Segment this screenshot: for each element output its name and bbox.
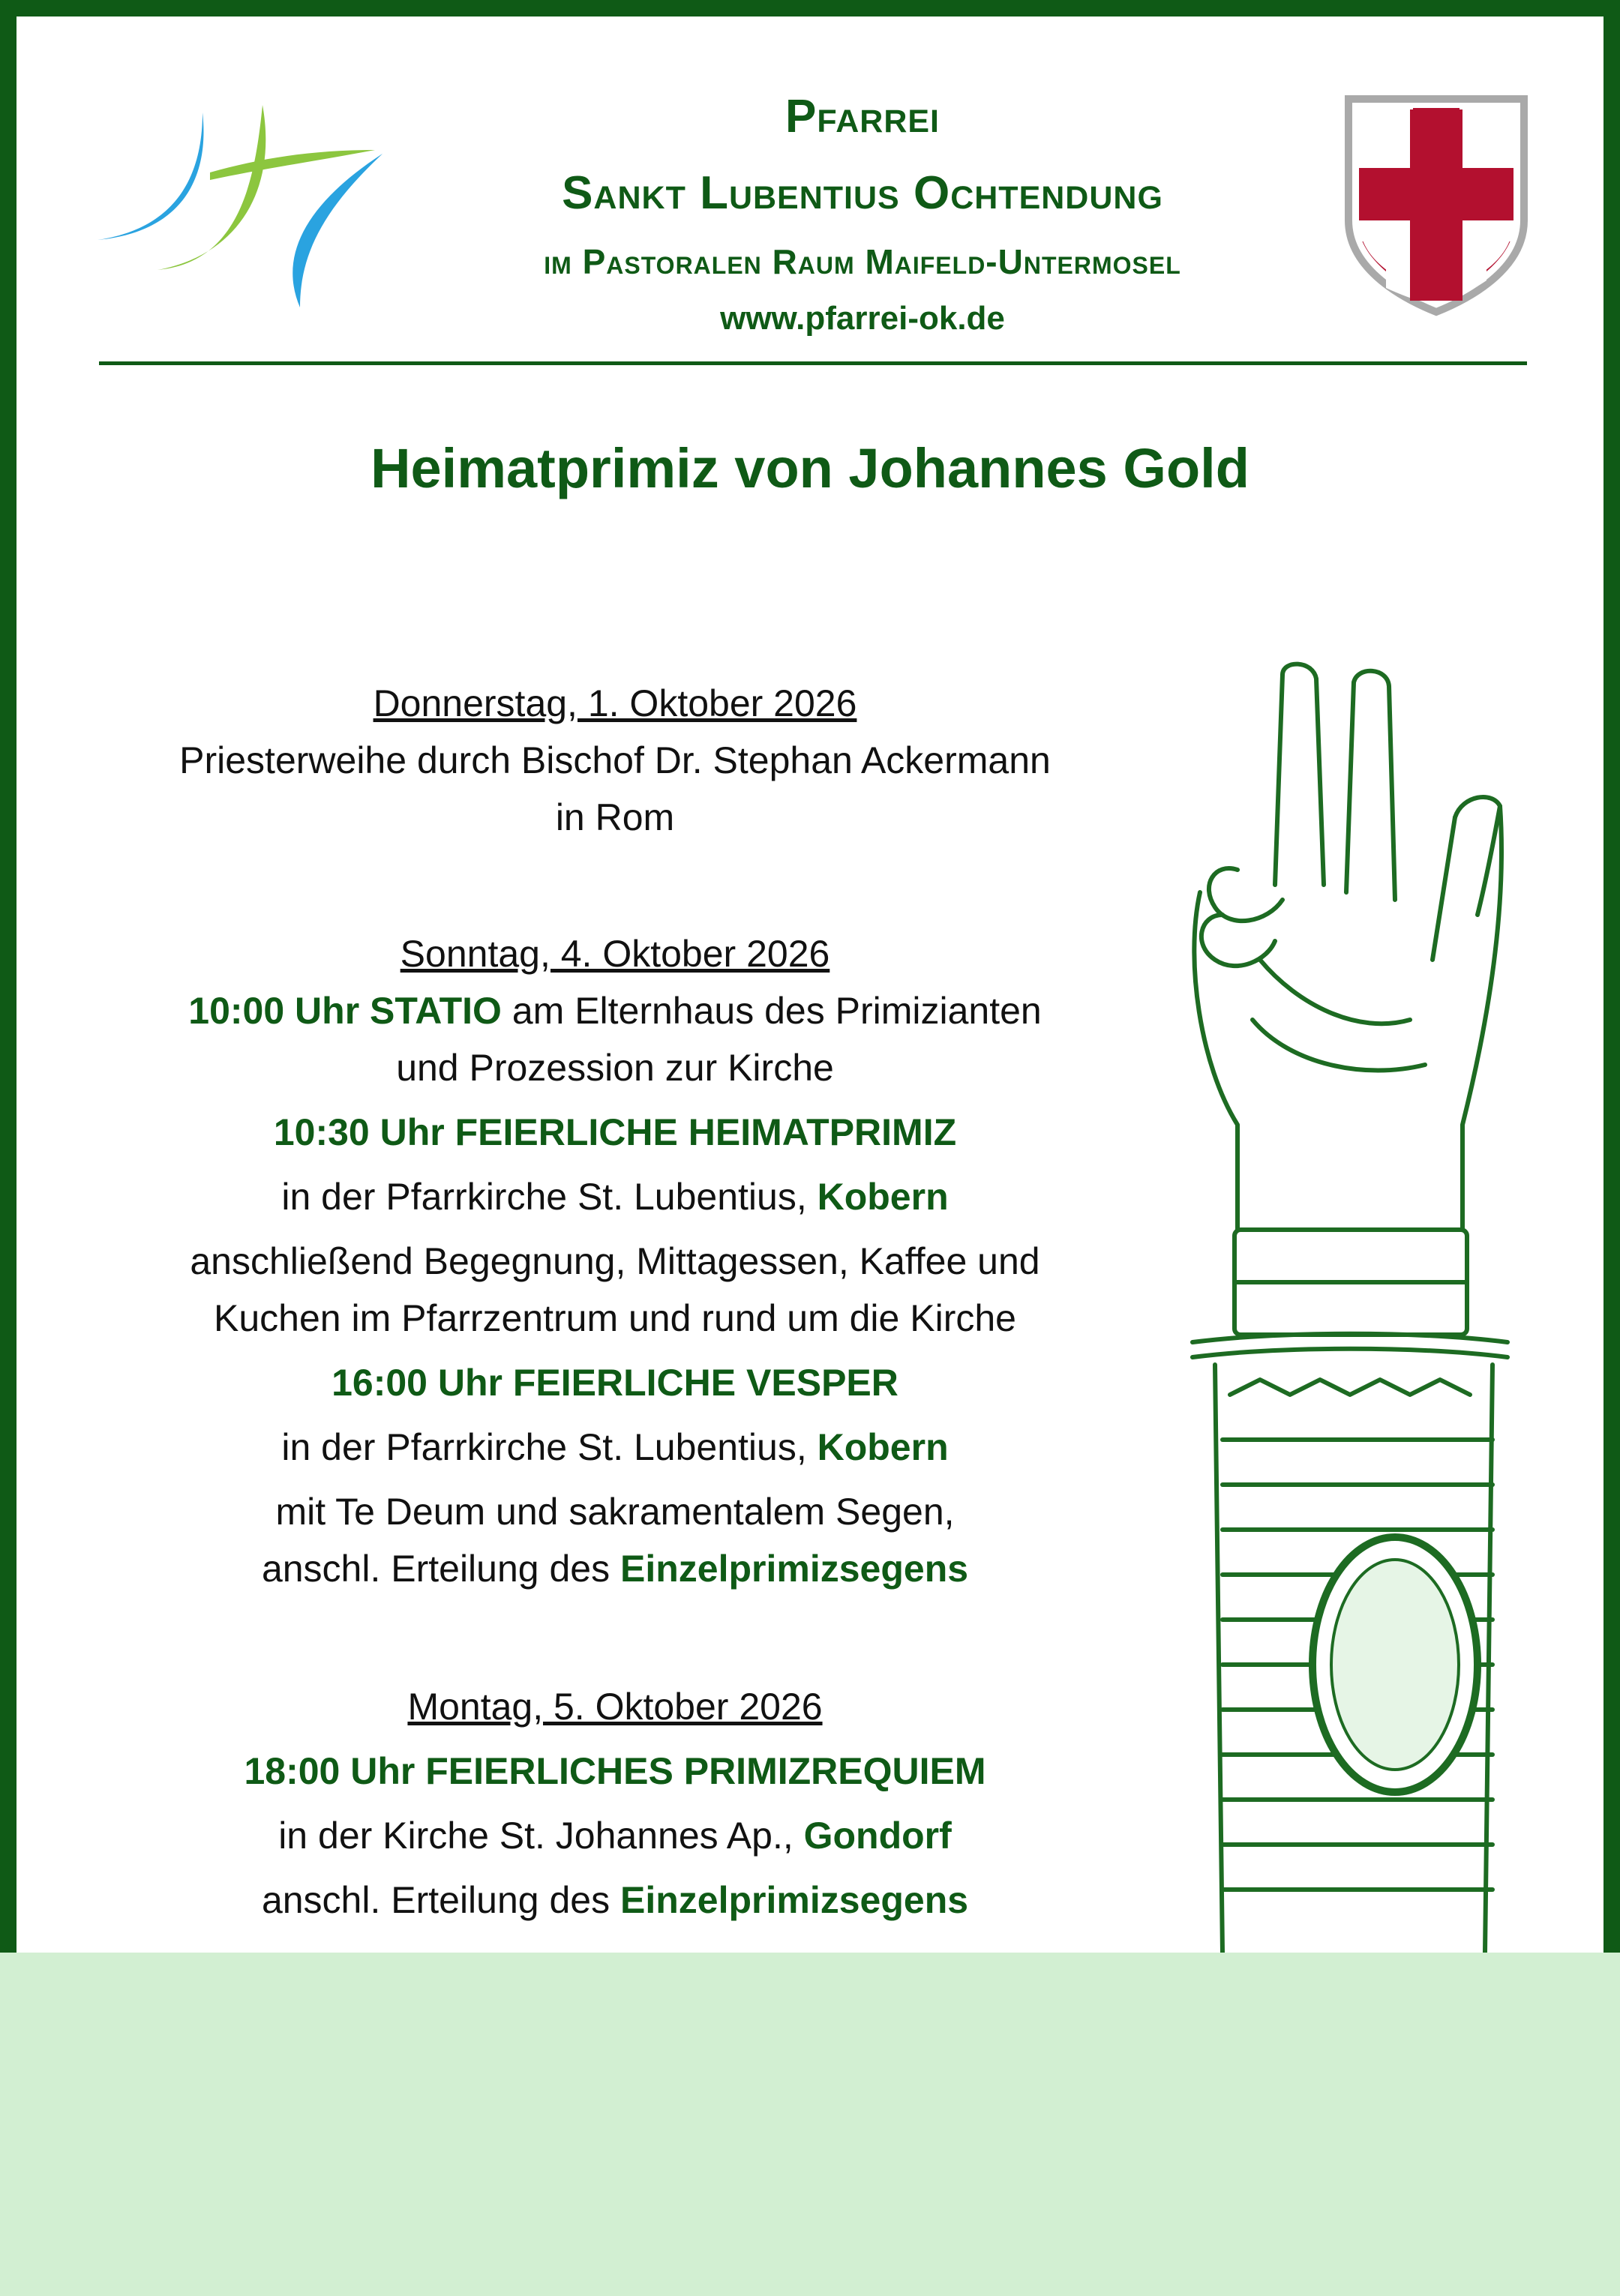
event-thursday xyxy=(90,675,1140,846)
church2-place: Kobern xyxy=(817,1426,949,1468)
requiem-line: 18:00 Uhr FEIERLICHES PRIMIZREQUIEM xyxy=(244,1750,986,1792)
tedeum-line: mit Te Deum und sakramentalem Segen, xyxy=(275,1491,955,1533)
coat-of-arms-cross-icon xyxy=(1342,93,1530,318)
blessing-line-monday xyxy=(90,1872,1140,1929)
statio-time: 10:00 Uhr STATIO xyxy=(188,990,502,1032)
church1-text: in der Pfarrkirche St. Lubentius, xyxy=(281,1176,818,1218)
monday-church-text: in der Kirche St. Johannes Ap., xyxy=(278,1815,804,1857)
ordination-line: Priesterweihe durch Bischof Dr. Stephan Ackermann xyxy=(179,739,1051,781)
date-monday: Montag, 5. Oktober 2026 xyxy=(407,1686,823,1728)
blessing-bold-sunday: Einzelprimizsegens xyxy=(620,1548,969,1590)
statio-text: am Elternhaus des Primizianten xyxy=(501,990,1042,1032)
blessing-bold-monday: Einzelprimizsegens xyxy=(620,1879,969,1921)
header-pfarrei: Pfarrei xyxy=(784,91,940,142)
after-line-1: anschließend Begegnung, Mittagessen, Kaffee und xyxy=(190,1240,1040,1282)
blessing-text-sunday: anschl. Erteilung des xyxy=(261,1548,620,1590)
statio-line xyxy=(90,982,1140,1039)
vesper-line: 16:00 Uhr FEIERLICHE VESPER xyxy=(332,1362,898,1404)
church1-line xyxy=(90,1168,1140,1225)
bottom-band xyxy=(0,1953,1620,2296)
parish-cross-logo-icon xyxy=(90,90,390,330)
date-sunday: Sonntag, 4. Oktober 2026 xyxy=(400,933,830,975)
header-divider xyxy=(99,361,1527,365)
church2-text: in der Pfarrkirche St. Lubentius, xyxy=(281,1426,818,1468)
after-line-2: Kuchen im Pfarrzentrum und rund um die Kirche xyxy=(214,1297,1016,1339)
event-monday xyxy=(90,1678,1140,1929)
header-parish-name: Sankt Lubentius Ochtendung xyxy=(562,167,1163,219)
monday-church-place: Gondorf xyxy=(803,1815,952,1857)
heimatprimiz-line: 10:30 Uhr FEIERLICHE HEIMATPRIMIZ xyxy=(273,1111,957,1153)
date-thursday: Donnerstag, 1. Oktober 2026 xyxy=(373,682,857,724)
page-title: Heimatprimiz von Johannes Gold xyxy=(370,437,1250,499)
header-pastoral-area: im Pastoralen Raum Maifeld-Untermosel xyxy=(544,242,1181,281)
church2-line xyxy=(90,1419,1140,1476)
procession-line: und Prozession zur Kirche xyxy=(396,1047,834,1089)
blessing-text-monday: anschl. Erteilung des xyxy=(261,1879,620,1921)
ordination-place: in Rom xyxy=(555,796,675,838)
event-sunday xyxy=(90,925,1140,1597)
blessing-hand-reliquary-icon xyxy=(1170,645,1530,1953)
church1-place: Kobern xyxy=(817,1176,949,1218)
monday-church-line xyxy=(90,1807,1140,1864)
header-website[interactable]: www.pfarrei-ok.de xyxy=(720,300,1005,337)
blessing-line-sunday xyxy=(90,1540,1140,1597)
